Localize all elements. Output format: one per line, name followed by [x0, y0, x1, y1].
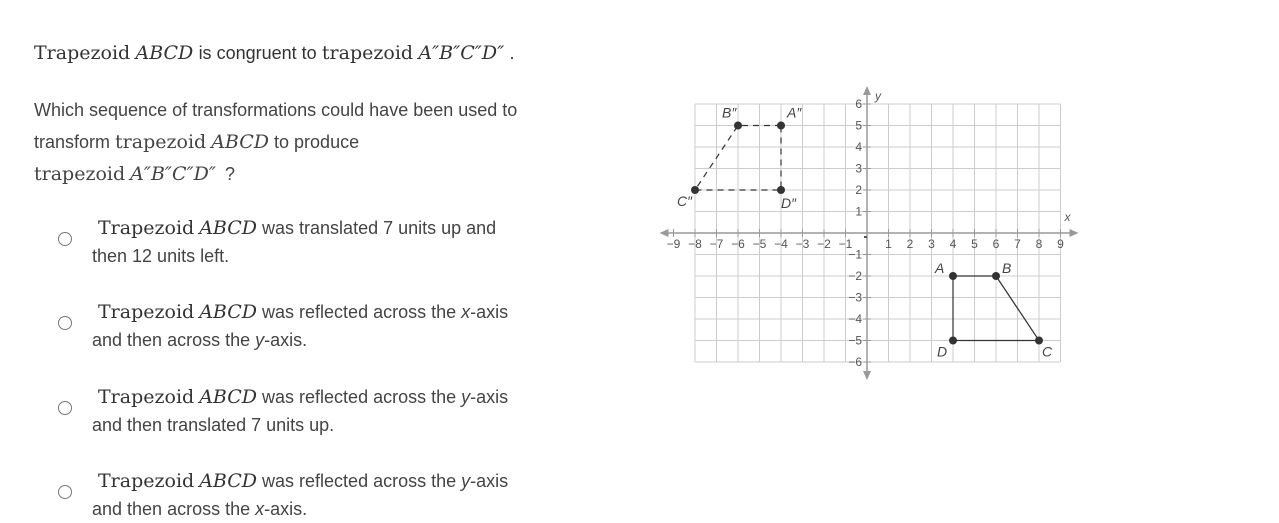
option-3-line1b: -axis: [470, 387, 509, 407]
x-tick-label: 6: [992, 237, 1000, 251]
vertex-point: [777, 186, 785, 194]
x-tick-label: −7: [709, 237, 724, 251]
vertex-label: A: [935, 260, 945, 276]
y-tick-label: −3: [848, 290, 862, 305]
question-produce: to produce: [274, 132, 360, 152]
option-1-shape: ABCD: [199, 217, 258, 239]
vertex-point: [949, 337, 957, 345]
option-3-line1a: was reflected across the: [262, 387, 462, 407]
question-shape1: ABCD: [211, 131, 270, 153]
vertex-point: [777, 122, 785, 130]
origin-mark: [864, 236, 867, 238]
x-tick-label: −8: [688, 237, 702, 251]
option-2-text[interactable]: [92, 298, 592, 354]
x-tick-label: 2: [906, 237, 914, 251]
x-tick-label: −6: [731, 237, 745, 251]
vertex-label: B: [1002, 260, 1012, 276]
option-2-line2b: -axis.: [264, 330, 308, 350]
question-word: trapezoid: [115, 131, 207, 153]
x-tick-label: 4: [949, 237, 957, 251]
option-3-shape: ABCD: [199, 386, 258, 408]
statement-word1: Trapezoid: [34, 42, 131, 64]
vertex-label: A″: [787, 104, 802, 121]
option-3-text[interactable]: [92, 383, 592, 439]
question-word2: trapezoid: [34, 163, 126, 185]
radio-button-2[interactable]: [58, 316, 72, 330]
y-tick-label: 5: [855, 118, 862, 133]
y-tick-label: −5: [848, 333, 862, 348]
x-tick-label: 3: [928, 237, 935, 251]
option-2-word: Trapezoid: [98, 301, 195, 323]
vertex-label: C: [1042, 343, 1053, 360]
option-1-text[interactable]: [92, 214, 592, 270]
graph-axes: [660, 86, 1079, 380]
option-4-line1b: -axis: [470, 471, 509, 491]
statement-word2: trapezoid: [321, 42, 414, 64]
option-2-shape: ABCD: [199, 301, 258, 323]
vertex-label: B″: [722, 104, 737, 121]
question-shape2: A″B″C″D″: [130, 163, 216, 185]
x-tick-label: −3: [795, 237, 810, 251]
option-4-axis2: x: [255, 499, 265, 519]
option-4-line2a: and then across the: [92, 499, 256, 519]
x-tick-label: 7: [1014, 237, 1021, 251]
option-2-axis1: x: [461, 302, 471, 322]
y-tick-label: 4: [855, 140, 862, 154]
y-tick-label: −4: [848, 312, 862, 326]
option-2-line2: [92, 326, 592, 354]
graph-shapes: [677, 105, 1053, 360]
x-tick-label: 9: [1057, 237, 1064, 251]
statement-shape1: ABCD: [135, 42, 194, 64]
option-3-axis1: y: [461, 387, 471, 407]
x-axis-arrow-left: [660, 229, 669, 237]
question-line1: Which sequence of transformations could have been used to: [34, 100, 518, 120]
y-tick-label: 6: [855, 97, 862, 111]
radio-button-1[interactable]: [58, 232, 72, 246]
option-4-line2: [92, 495, 592, 523]
vertex-label: D: [937, 343, 948, 360]
y-tick-label: −2: [848, 269, 862, 283]
y-tick-label: −1: [848, 247, 862, 262]
y-axis-arrow-down: [863, 371, 871, 380]
x-axis-label: x: [1064, 210, 1071, 224]
coordinate-graph: [648, 84, 1088, 388]
option-2-line1b: -axis: [470, 302, 509, 322]
option-2-line1a: was reflected across the: [262, 302, 462, 322]
statement-end: .: [509, 43, 515, 63]
option-2-axis2: y: [255, 330, 265, 350]
question-line2: [34, 126, 604, 158]
x-tick-label: −4: [774, 237, 788, 251]
y-tick-label: 3: [855, 161, 862, 176]
option-1-line2: then 12 units left.: [92, 246, 230, 266]
x-tick-label: −2: [817, 237, 831, 251]
vertex-point: [691, 186, 699, 194]
option-3-line2: and then translated 7 units up.: [92, 415, 335, 435]
vertex-label: C″: [677, 193, 693, 209]
y-tick-label: −6: [848, 355, 862, 369]
y-tick-label: 2: [855, 183, 862, 197]
y-axis-label: y: [875, 89, 881, 103]
x-tick-label: −5: [752, 237, 767, 251]
x-tick-label: 1: [885, 237, 892, 251]
option-4-axis1: y: [461, 471, 471, 491]
option-4-line2b: -axis.: [264, 499, 308, 519]
x-tick-label: −9: [666, 237, 681, 251]
x-tick-label: 8: [1035, 237, 1043, 251]
statement-shape2: A″B″C″D″: [418, 42, 505, 64]
option-4-line1a: was reflected across the: [262, 471, 462, 491]
y-tick-label: 1: [855, 204, 862, 219]
question-text: [34, 94, 604, 190]
x-tick-label: 5: [971, 237, 978, 251]
option-1-line1: was translated 7 units up and: [262, 218, 497, 238]
question-line3: [34, 158, 604, 190]
vertex-point: [734, 122, 742, 130]
question-end: ?: [225, 164, 236, 184]
option-4-text[interactable]: [92, 467, 592, 523]
y-axis-arrow-up: [863, 86, 871, 95]
option-4-shape: ABCD: [199, 470, 258, 492]
x-axis-arrow-right: [1070, 229, 1079, 237]
radio-button-3[interactable]: [58, 401, 72, 415]
option-4-word: Trapezoid: [98, 470, 195, 492]
question-transform: transform: [34, 132, 111, 152]
vertex-point: [992, 272, 1000, 280]
x-tick-label: −1: [838, 237, 853, 251]
problem-statement: [34, 42, 514, 65]
vertex-point: [949, 272, 957, 280]
statement-middle: is congruent to: [198, 43, 317, 63]
option-2-line2a: and then across the: [92, 330, 256, 350]
vertex-label: D″: [781, 195, 797, 211]
option-1-word: Trapezoid: [98, 217, 195, 239]
radio-button-4[interactable]: [58, 485, 72, 499]
option-3-word: Trapezoid: [98, 386, 195, 408]
